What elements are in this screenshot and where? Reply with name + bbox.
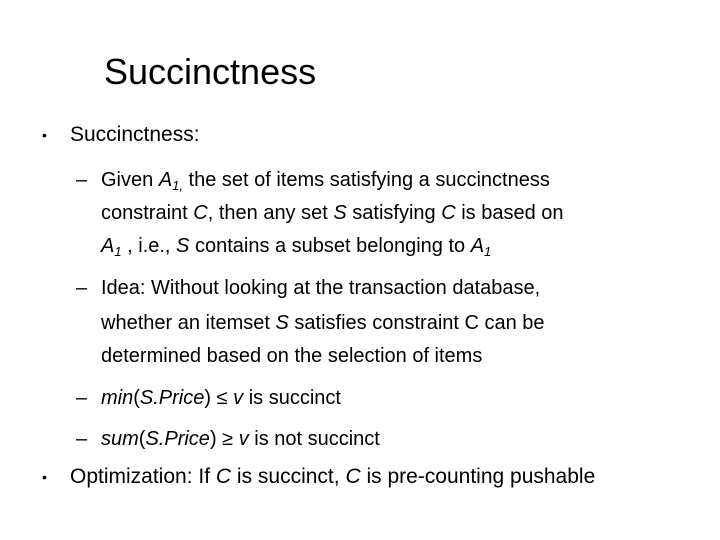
text: Idea: Without looking at the transaction database,: [101, 277, 541, 299]
subscript: 1: [484, 244, 492, 259]
var-c: C: [345, 465, 361, 488]
dash-marker: –: [76, 428, 88, 450]
sub-item-min: [76, 383, 341, 414]
text: Optimization: If: [70, 465, 216, 488]
bullet-marker: •: [42, 127, 47, 143]
bullet-optimization: [42, 462, 596, 492]
var-c: C: [193, 202, 208, 224]
sub-item-sum: [76, 424, 380, 455]
slide-title: Succinctness: [104, 51, 317, 92]
bullet-marker: •: [42, 469, 47, 485]
fn-arg: S.Price: [139, 387, 205, 409]
fn-arg: S.Price: [145, 428, 210, 450]
subscript: 1,: [172, 178, 183, 193]
fn-name: sum: [101, 428, 139, 450]
text: whether an itemset: [101, 312, 276, 334]
text: , then any set: [207, 202, 334, 224]
bullet-label: Succinctness:: [70, 123, 200, 146]
sub-item-idea-line-1: [76, 273, 541, 304]
text: determined based on the selection of items: [101, 345, 483, 367]
var-c: C: [215, 465, 232, 488]
sub-item-given-line-3: [101, 231, 491, 262]
text: satisfying: [346, 202, 442, 224]
var-a: A: [101, 235, 115, 257]
text: is succinct,: [231, 465, 346, 488]
sub-item-idea-line-3: [101, 341, 482, 372]
var-a: A: [470, 235, 485, 257]
sub-item-given-line-1: [76, 165, 550, 196]
sub-item-given-line-2: [101, 198, 564, 229]
var-v: v: [238, 428, 249, 450]
dash-marker: –: [76, 277, 88, 299]
operator: ≤: [211, 387, 234, 409]
var-s: S: [275, 312, 289, 334]
text: is based on: [455, 202, 564, 224]
text: ): [209, 428, 217, 450]
dash-marker: –: [76, 387, 88, 409]
text: is succinct: [243, 387, 341, 409]
text: is pre-counting pushable: [360, 465, 596, 488]
var-s: S: [176, 235, 190, 257]
var-c: C: [441, 202, 456, 224]
text: , i.e.,: [121, 235, 177, 257]
text: constraint: [101, 202, 194, 224]
subscript: 1: [114, 244, 122, 259]
bullet-succinctness: [42, 120, 200, 150]
text: ): [204, 387, 212, 409]
text: (: [133, 387, 140, 409]
text: (: [138, 428, 146, 450]
text: is not succinct: [248, 428, 380, 450]
dash-marker: –: [76, 169, 88, 191]
sub-item-idea-line-2: [101, 308, 545, 339]
var-a: A: [158, 169, 173, 191]
operator: ≥: [216, 428, 239, 450]
text: Given: [101, 169, 159, 191]
text: the set of items satisfying a succinctness: [183, 169, 550, 191]
var-v: v: [233, 387, 244, 409]
fn-name: min: [101, 387, 134, 409]
var-s: S: [333, 202, 347, 224]
text: satisfies constraint C can be: [288, 312, 545, 334]
text: contains a subset belonging to: [189, 235, 471, 257]
